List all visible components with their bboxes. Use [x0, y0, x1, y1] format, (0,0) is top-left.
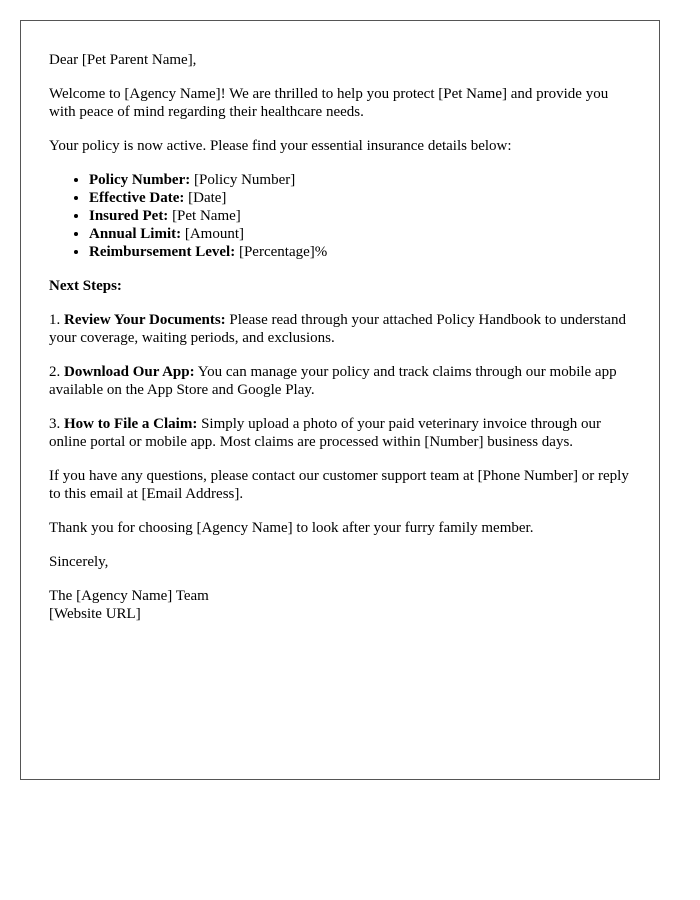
detail-value: [Policy Number] — [190, 172, 296, 188]
detail-item — [89, 243, 631, 261]
letter-document — [20, 20, 660, 780]
step-text: Please read through your attached Policy Handbook to understand your coverage, waiting periods, and exclusions. — [49, 312, 626, 346]
step-number: 3. — [49, 416, 64, 432]
step-number: 2. — [49, 364, 64, 380]
signature-team: The [Agency Name] Team — [49, 588, 209, 604]
detail-label: Reimbursement Level: — [89, 244, 236, 260]
detail-label: Policy Number: — [89, 172, 191, 188]
detail-item — [89, 171, 631, 189]
policy-details-list — [49, 171, 631, 261]
step-text: You can manage your policy and track claims through our mobile app available on the App Store and Google Play. — [49, 364, 617, 398]
detail-label: Effective Date: — [89, 190, 185, 206]
contact-paragraph: If you have any questions, please contact our customer support team at [Phone Number] or reply to this email at [Email Address]. — [49, 468, 629, 502]
intro-paragraph: Welcome to [Agency Name]! We are thrilled to help you protect [Pet Name] and provide you with peace of mind regarding their healthcare needs. — [49, 86, 609, 120]
next-steps-heading: Next Steps: — [49, 278, 122, 294]
step-text: Simply upload a photo of your paid veterinary invoice through our online portal or mobile app. Most claims are processed within [Number] business days. — [49, 416, 601, 450]
detail-item — [89, 207, 631, 225]
step-title: Download Our App: — [64, 364, 195, 380]
detail-value: [Percentage]% — [235, 244, 328, 260]
detail-value: [Pet Name] — [168, 208, 241, 224]
detail-value: [Date] — [184, 190, 227, 206]
detail-label: Annual Limit: — [89, 226, 182, 242]
signature-url: [Website URL] — [49, 606, 141, 622]
thanks-paragraph: Thank you for choosing [Agency Name] to look after your furry family member. — [49, 520, 534, 536]
step-number: 1. — [49, 312, 64, 328]
step-title: How to File a Claim: — [64, 416, 198, 432]
detail-item — [89, 225, 631, 243]
detail-value: [Amount] — [181, 226, 245, 242]
closing: Sincerely, — [49, 554, 109, 570]
step-paragraph — [49, 311, 631, 347]
step-title: Review Your Documents: — [64, 312, 226, 328]
step-paragraph — [49, 415, 631, 451]
greeting: Dear [Pet Parent Name], — [49, 52, 197, 68]
detail-item — [89, 189, 631, 207]
detail-label: Insured Pet: — [89, 208, 169, 224]
step-paragraph — [49, 363, 631, 399]
policy-active-paragraph: Your policy is now active. Please find your essential insurance details below: — [49, 138, 512, 154]
